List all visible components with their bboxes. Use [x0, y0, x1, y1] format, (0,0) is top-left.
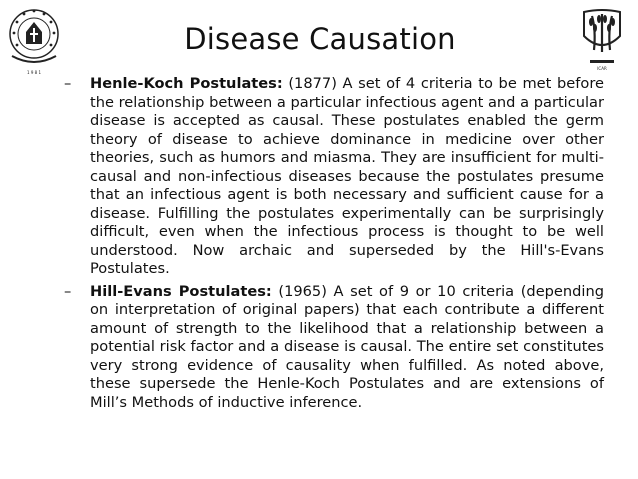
bullet-text: (1877) A set of 4 criteria to be met before the relationship between a particular infectious agent and a particular disease is accepted as causal. These postulates enabled the germ theory of disease to achieve dominance in medicine over other theories, such as humors and miasma. They are insufficient for multi-causal and non-infectious diseases because the postulates presume that an infectious agent is both necessary and sufficient cause for a disease. Fulfilling the postulates experimentally can be surprisingly difficult, even when the infectious process is thought to be well understood. Now archaic and superseded by the Hill's-Evans Postulates.	[90, 75, 604, 277]
institute-seal-icon	[6, 2, 62, 78]
bullet-marker: –	[64, 75, 72, 92]
bullet-term: Hill-Evans Postulates:	[90, 282, 272, 300]
bullet-term: Henle-Koch Postulates:	[90, 75, 283, 92]
bullet-list	[64, 75, 604, 412]
slide-title: Disease Causation	[184, 22, 456, 56]
bullet-henle-koch	[64, 75, 604, 279]
wheat-emblem-icon	[576, 6, 628, 72]
seal-year: 1 9 8 1	[27, 70, 41, 75]
bullet-text: (1965) A set of 9 or 10 criteria (depending on interpretation of original papers) that each contribute a different amount of strength to the likelihood that a relationship between a potential risk factor and a disease is causal. The entire set constitutes very strong evidence of causality when fulfilled. As noted above, these supersede the Henle-Koch Postulates and are extensions of Mill’s Methods of inductive inference.	[90, 282, 604, 411]
emblem-caption: ICAR	[597, 66, 607, 71]
bullet-marker: –	[64, 282, 72, 300]
bullet-hill-evans	[64, 283, 604, 413]
